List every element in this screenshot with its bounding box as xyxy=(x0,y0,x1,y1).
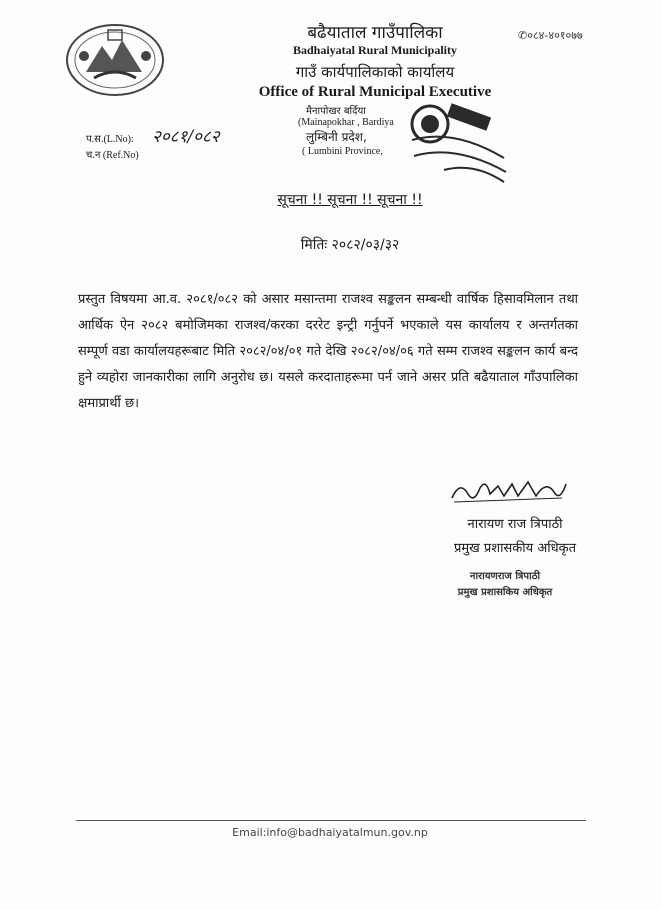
footer-email: Email:info@badhaiyatalmun.gov.np xyxy=(232,826,428,839)
address-np-line1: मैनापोखर बर्दिया xyxy=(306,106,366,117)
letter-number-value: २०८१/०८२ xyxy=(152,127,220,147)
office-name-np: गाउँ कार्यपालिकाको कार्यालय xyxy=(295,63,455,81)
signature-icon xyxy=(446,474,570,508)
municipality-name-en: Badhaiyatal Rural Municipality xyxy=(292,43,458,57)
signatory-name: नारायण राज त्रिपाठी xyxy=(467,517,563,532)
notice-title: सूचना !! सूचना !! सूचना !! xyxy=(277,192,423,208)
office-name-en: Office of Rural Municipal Executive xyxy=(258,84,492,100)
notice-date: मितिः २०८२/०३/३२ xyxy=(300,237,400,253)
address-en-line2: ( Lumbini Province, xyxy=(302,146,383,157)
government-emblem-icon xyxy=(64,22,166,98)
address-en-line1: (Mainapokhar , Bardiya xyxy=(298,117,394,128)
office-stamp-icon xyxy=(404,100,512,192)
seal-name: नारायणराज त्रिपाठी xyxy=(469,571,541,582)
municipality-name-np: बढैयाताल गाउँपालिका xyxy=(307,23,443,43)
letter-number-label: प.स.(L.No): xyxy=(86,134,134,145)
ref-number-label: च.न (Ref.No) xyxy=(86,150,139,161)
footer-divider xyxy=(76,820,586,821)
seal-designation: प्रमुख प्रशासकिय अधिकृत xyxy=(457,587,553,598)
notice-body: प्रस्तुत विषयमा आ.व. २०८१/०८२ को असार मसान्तमा राजश्व सङ्कलन सम्बन्धी वार्षिक हिसावमिलान तथा आर्थिक ऐन २०८२ बमोजिमका राजश्व/करका दररेट इन्ट्री गर्नुपर्ने भएकाले यस कार्यालय र अन्तर्गतका सम्पूर्ण वडा कार्यालयहरूबाट मिति २०८२/०४/०१ गते देखि २०८२/०४/०६ गते सम्म राजश्व सङ्कलन कार्य बन्द हुने व्यहोरा जानकारीका लागि अनुरोध छ। यसले करदाताहरूमा पर्न जाने असर प्रति बढैयाताल गाँउपालिका क्षमाप्रार्थी छ। xyxy=(78,292,578,411)
signatory-designation: प्रमुख प्रशासकीय अधिकृत xyxy=(453,541,577,556)
address-np-line2: लुम्बिनी प्रदेश, xyxy=(306,130,367,144)
phone-number: ✆०८४-४०१०७७ xyxy=(518,29,583,42)
